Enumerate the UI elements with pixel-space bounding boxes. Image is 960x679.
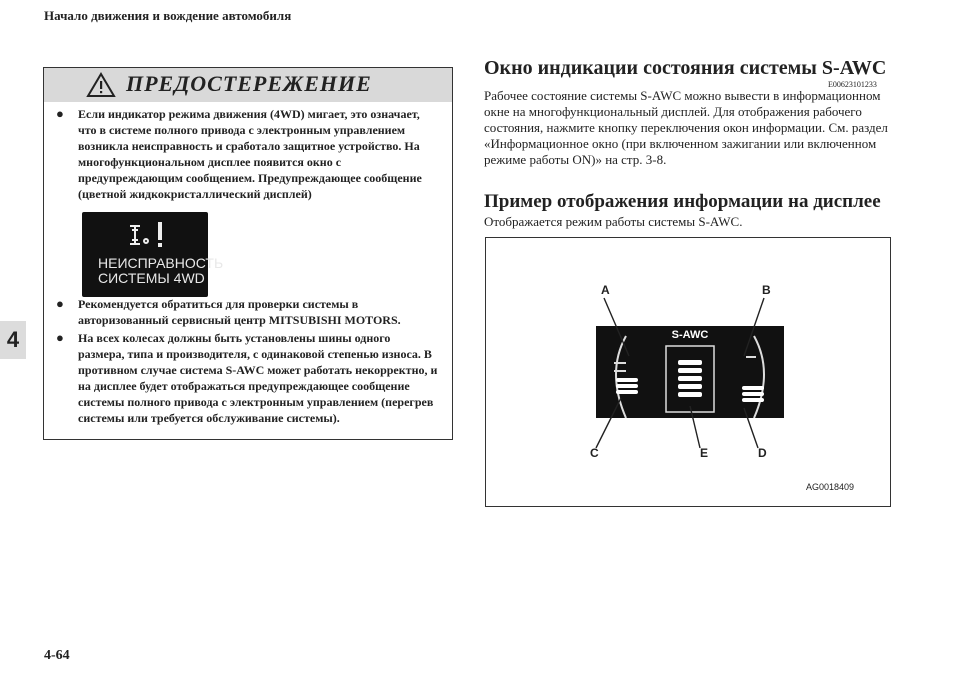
warning-header xyxy=(44,68,452,102)
warning-title: ПРЕДОСТЕРЕЖЕНИЕ xyxy=(126,71,372,96)
display-message-line1: НЕИСПРАВНОСТЬ xyxy=(98,255,224,271)
figure-label: AG0018409 xyxy=(806,482,855,492)
example-body: Отображается режим работы системы S-AWC. xyxy=(484,214,743,229)
section-title: Окно индикации состояния системы S-AWC xyxy=(484,57,887,79)
bullet-dot-icon: ● xyxy=(56,330,64,345)
s-awc-figure xyxy=(485,237,891,507)
warning-triangle-icon xyxy=(86,72,116,98)
chapter-tab: 4 xyxy=(0,321,26,359)
warning-box xyxy=(43,67,453,440)
page-number: 4-64 xyxy=(44,648,70,663)
display-title: S-AWC xyxy=(671,329,709,341)
display-message-line2: СИСТЕМЫ 4WD xyxy=(98,270,205,286)
callout-b: B xyxy=(762,283,771,297)
bullet-dot-icon: ● xyxy=(56,106,64,121)
callout-leader-lines xyxy=(486,238,890,506)
example-title: Пример отображения информации на дисплее xyxy=(484,191,881,212)
callout-c: C xyxy=(590,446,599,460)
bullet-dot-icon: ● xyxy=(56,296,64,311)
section-body: Рабочее состояние системы S-AWC можно вывести в информационном окне на многофункциональный дисплей. Для отображения рабочего состояния, нажмите кнопку переключения окон информации. См. раздел «Информационное окно (при включенном зажигании или включенном режиме работы ON)» на стр. 3-8. xyxy=(484,88,888,167)
warning-bullet xyxy=(56,330,438,426)
warning-bullet-text: Рекомендуется обратиться для проверки системы в авторизованный сервисный центр MITSUBISHI MOTORS. xyxy=(78,297,401,327)
warning-display-image xyxy=(82,212,224,297)
warning-bullet xyxy=(56,296,438,328)
callout-e: E xyxy=(700,446,709,460)
callout-a: A xyxy=(601,283,610,297)
warning-bullet-text: Если индикатор режима движения (4WD) мигает, это означает, что в системе полного привода с электронным управлением возникла неисправность и сработало защитное устройство. На многофункциональном дисплее появится окно с предупреждающим сообщением. Предупреждающее сообщение (цветной жидкокристаллический дисплей) xyxy=(78,107,422,201)
section-code: E00623101233 xyxy=(828,80,877,89)
callout-d: D xyxy=(758,446,767,460)
warning-bullet xyxy=(56,106,438,202)
page-header-title: Начало движения и вождение автомобиля xyxy=(44,8,292,23)
4wd-drivetrain-warning-icon xyxy=(126,220,170,250)
warning-bullet-text: На всех колесах должны быть установлены шины одного размера, типа и производителя, с одинаковой степенью износа. В противном случае система S-AWC может работать некорректно, и на дисплее будет отображаться предупреждающее сообщение системы полного привода с электронным управлением (перегрев системы или требуется обслуживание системы). xyxy=(78,331,438,425)
